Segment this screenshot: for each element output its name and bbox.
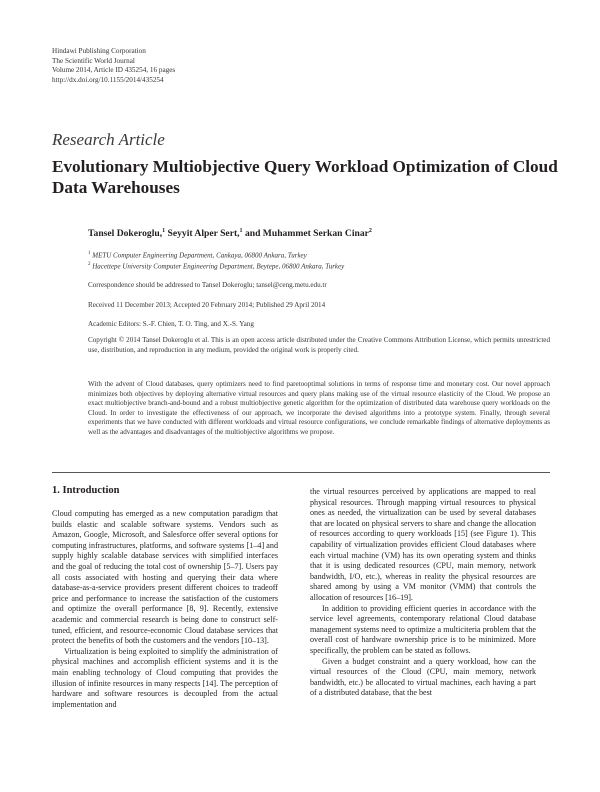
author-affiliation-mark: 1: [162, 228, 166, 234]
body-paragraph: Virtualization is being exploited to simplify the administration of physical machines and accomplish efficient systems and it is the main enabling technology of Cloud computing that provides the illusion of infinite resources in many respects [14]. The perception of hardware and software resources is decoupled from the actual implementation and: [52, 646, 278, 709]
section-heading: 1. Introduction: [52, 485, 120, 496]
publication-dates: Received 11 December 2013; Accepted 20 February 2014; Published 29 April 2014: [88, 301, 326, 309]
body-paragraph: Given a budget constraint and a query workload, how can the virtual resources of the Cloud (CPU, main memory, network bandwidth, etc.) be allocated to virtual machines, each having a part of a distributed database, that the best: [310, 656, 536, 698]
author-affiliation-mark: 2: [368, 228, 372, 234]
author-list: [88, 228, 372, 239]
author-name: Seyyit Alper Sert,: [165, 228, 240, 240]
affiliation: [88, 251, 307, 259]
journal-name: The Scientific World Journal: [52, 56, 135, 65]
body-paragraph: Cloud computing has emerged as a new computation paradigm that builds elastic and scalable software systems. Vendors such as Amazon, Google, Microsoft, and Salesforce offer several options for computing infrastructures, platforms, and software systems [1–4] and supply highly scalable database services with simplified interfaces and the goal of reducing the total cost of ownership [5–7]. Users pay all costs associated with hosting and querying their data where database-as-a-service providers present different choices to tradeoff price and performance to increase the satisfaction of the customers and optimize the overall performance [8, 9]. Recently, extensive academic and commercial research is being done to construct self-tuned, efficient, and resource-economic Cloud database services that protect the benefits of both the customers and the vendors [10–13].: [52, 509, 278, 646]
affiliation-text: METU Computer Engineering Department, Cankaya, 06800 Ankara, Turkey: [90, 251, 307, 260]
journal-header: [52, 47, 175, 85]
copyright-notice: Copyright © 2014 Tansel Dokeroglu et al. This is an open access article distributed under the Creative Commons Attribution License, which permits unrestricted use, distribution, and reproduction in any medium, provided the original work is properly cited.: [88, 336, 550, 354]
article-type: Research Article: [52, 130, 165, 149]
section-divider: [52, 472, 550, 473]
volume-info: Volume 2014, Article ID 435254, 16 pages: [52, 66, 176, 75]
correspondence: Correspondence should be addressed to Tansel Dokeroglu; tansel@ceng.metu.edu.tr: [88, 281, 327, 289]
author-affiliation-mark: 1: [239, 228, 243, 234]
right-column: [310, 487, 536, 699]
abstract: With the advent of Cloud databases, query optimizers need to find paretooptimal solutions in terms of response time and monetary cost. Our novel approach minimizes both objectives by deploying alternative virtual resources and query plans making use of the virtual resource elasticity of the Cloud. We propose an exact multiobjective branch-and-bound and a robust multiobjective genetic algorithm for the optimization of distributed data warehouse query workloads on the Cloud. In order to investigate the effectiveness of our approach, we incorporate the devised algorithms into a prototype system. Finally, through several experiments that we have conducted with different workloads and virtual resource configurations, we conclude remarkable findings of alternative deployments as well as the advantages and disadvantages of the multiobjective algorithms we propose.: [88, 380, 550, 436]
body-paragraph: the virtual resources perceived by applications are mapped to real physical resources. Through mapping virtual resources to physical ones as needed, the virtualization can be used by several databases that are located on physical servers to share and change the allocation of resources according to query workloads [15] (see Figure 1). This capability of virtualization provides efficient Cloud databases where each virtual machine (VM) has its own operating system and thinks that it is using dedicated resources (CPU, main memory, network bandwidth, I/O, etc.), whereas in reality the physical resources are shared among by using a VM monitor (VMM) that controls the allocation of resources [16–19].: [310, 487, 536, 602]
doi-link[interactable]: http://dx.doi.org/10.1155/2014/435254: [52, 75, 164, 84]
left-column: [52, 485, 278, 710]
affiliation-mark: 2: [88, 262, 91, 267]
affiliation-mark: 1: [88, 251, 91, 256]
affiliation: [88, 262, 344, 270]
affiliation-text: Hacettepe University Computer Engineering Department, Beytepe, 06800 Ankara, Turkey: [90, 262, 345, 271]
body-paragraph: In addition to providing efficient queries in accordance with the service level agreements, contemporary relational Cloud database management systems need to optimize a multiciteria problem that the overall cost of hardware ownership price is to be minimized. More specifically, the problem can be stated as follows.: [310, 603, 536, 655]
author-name: and Muhammet Serkan Cinar: [242, 228, 369, 240]
author-name: Tansel Dokeroglu,: [88, 228, 163, 240]
academic-editors: Academic Editors: S.-F. Chien, T. O. Ting, and X.-S. Yang: [88, 320, 254, 328]
paper-title: Evolutionary Multiobjective Query Workload Optimization of Cloud Data Warehouses: [52, 157, 558, 197]
publisher: Hindawi Publishing Corporation: [52, 47, 146, 55]
